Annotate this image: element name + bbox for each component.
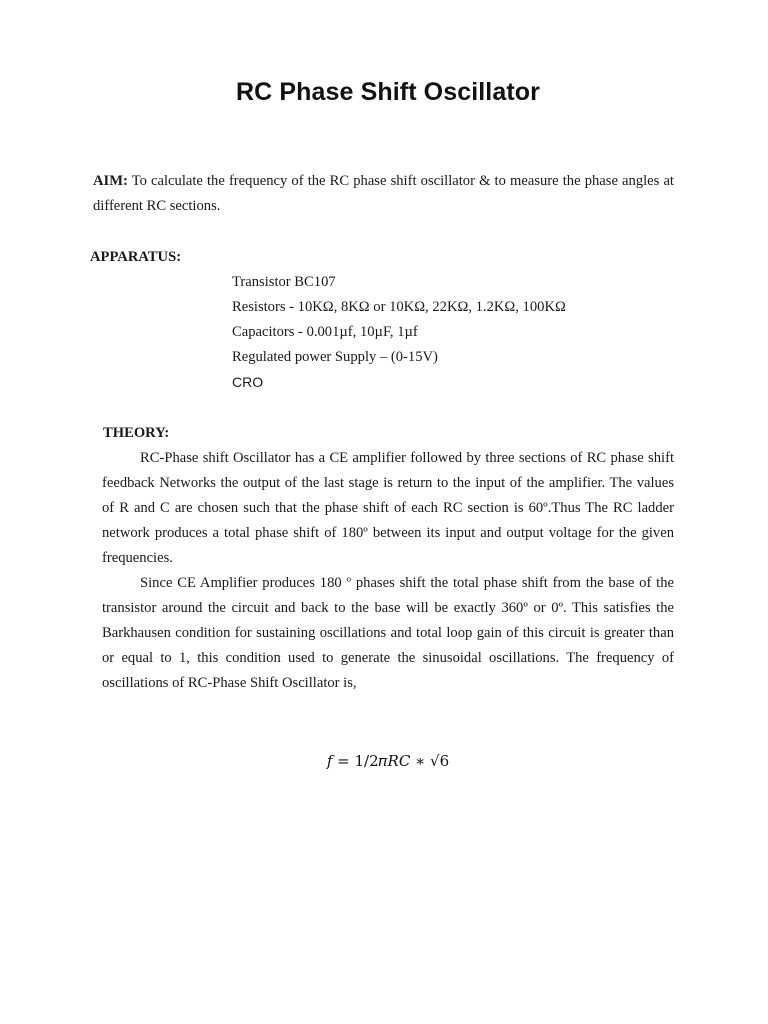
- apparatus-item: Capacitors - 0.001µf, 10µF, 1µf: [232, 324, 418, 340]
- aim-section: [93, 169, 674, 219]
- page-title: RC Phase Shift Oscillator: [236, 78, 540, 106]
- theory-heading: THEORY:: [103, 425, 170, 441]
- frequency-formula: 𝑓 = 1/2𝜋𝑅𝐶 ∗ √6: [326, 752, 450, 770]
- aim-text: To calculate the frequency of the RC phase shift oscillator & to measure the phase angles at different RC sections.: [93, 173, 674, 214]
- theory-paragraph: Since CE Amplifier produces 180 º phases shift the total phase shift from the base of the transistor around the circuit and back to the base will be exactly 360º or 0º. This satisfies the Barkhausen condition for sustaining oscillations and total loop gain of this circuit is greater than or equal to 1, this condition used to generate the sinusoidal oscillations. The frequency of oscillations of RC-Phase Shift Oscillator is,: [102, 575, 674, 691]
- apparatus-list: [232, 270, 566, 395]
- theory-body: [102, 446, 674, 696]
- apparatus-item: CRO: [232, 374, 264, 390]
- apparatus-item: Transistor BC107: [232, 274, 336, 290]
- apparatus-heading: APPARATUS:: [90, 249, 182, 265]
- aim-label: AIM:: [93, 173, 128, 189]
- apparatus-item: Resistors - 10KΩ, 8KΩ or 10KΩ, 22KΩ, 1.2KΩ, 100KΩ: [232, 299, 566, 315]
- theory-paragraph: RC-Phase shift Oscillator has a CE amplifier followed by three sections of RC phase shift feedback Networks the output of the last stage is return to the input of the amplifier. The values of R and C are chosen such that the phase shift of each RC section is 60º.Thus The RC ladder network produces a total phase shift of 180º between its input and output voltage for the given frequencies.: [102, 450, 674, 566]
- apparatus-item: Regulated power Supply – (0-15V): [232, 349, 438, 365]
